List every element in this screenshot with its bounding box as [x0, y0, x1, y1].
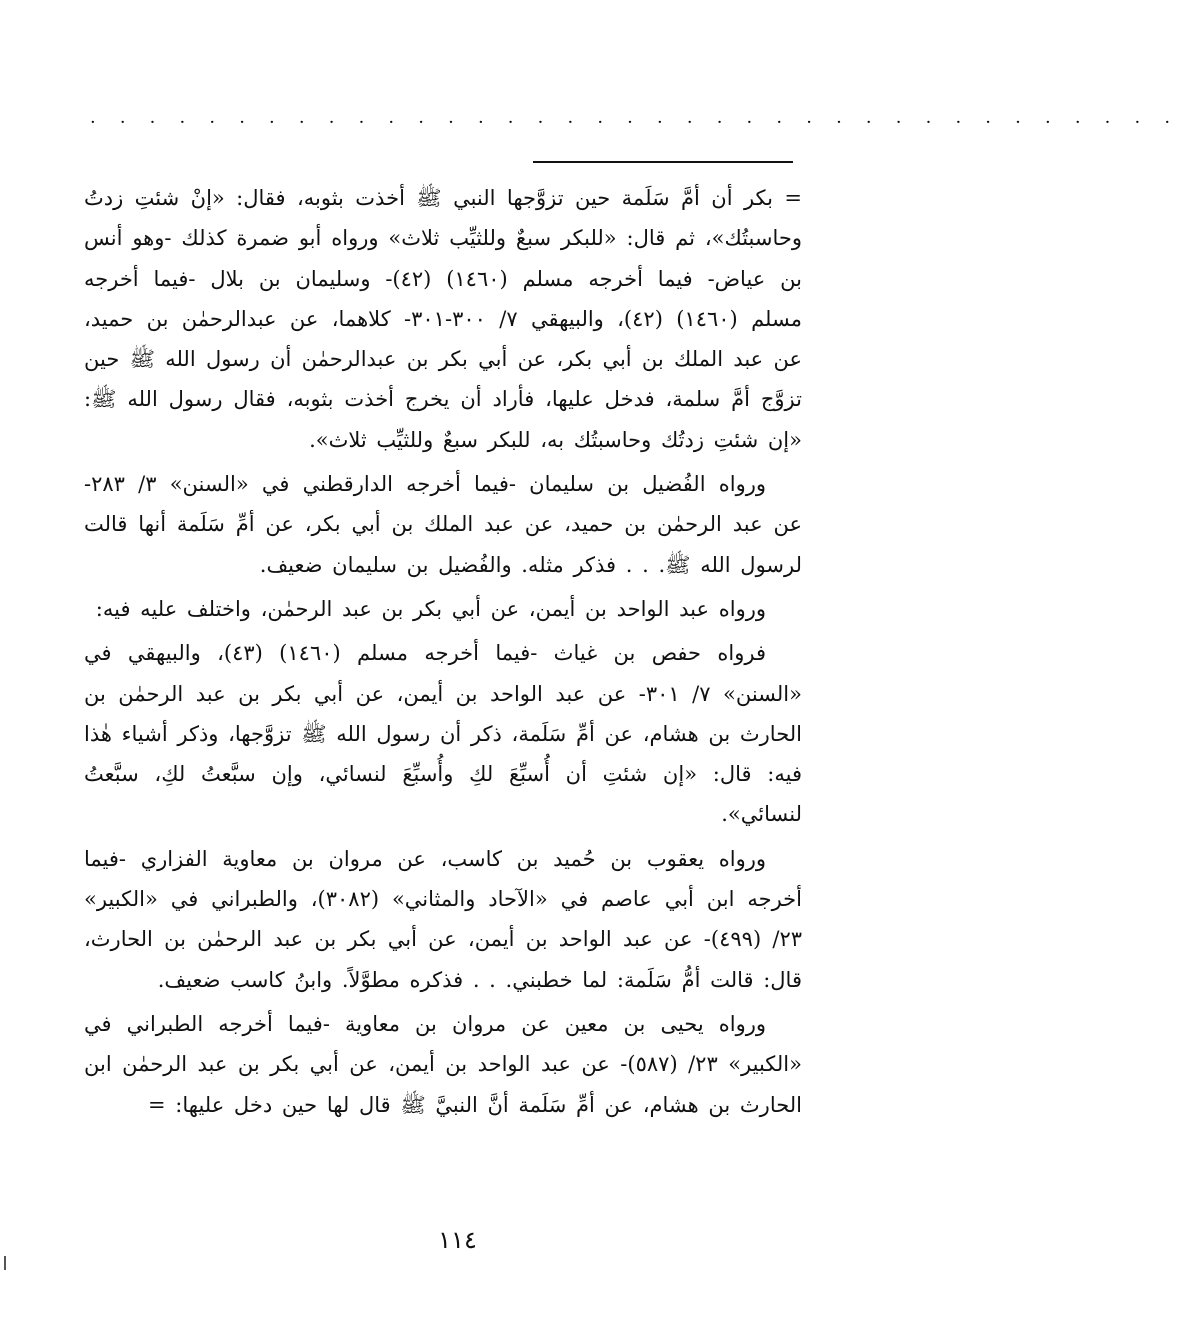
paragraph-5: ورواه يعقوب بن حُميد بن كاسب، عن مروان بن معاوية الفزاري -فيما أخرجه ابن أبي عاصم في «الآحاد والمثاني» (٣٠٨٢)، والطبراني في «الكبير» ٢٣/ (٤٩٩)- عن عبد الواحد بن أيمن، عن أبي بكر بن عبد الرحمٰن بن الحارث، قال: قالت أمُّ سَلَمة: لما خطبني. . . فذكره مطوَّلاً. وابنُ كاسب ضعيف. [84, 846, 802, 992]
margin-mark [4, 1256, 6, 1270]
paragraph-6: ورواه يحيى بن معين عن مروان بن معاوية -فيما أخرجه الطبراني في «الكبير» ٢٣/ (٥٨٧)- عن عبد الواحد بن أيمن، عن أبي بكر بن عبد الرحمٰن ابن الحارث بن هشام، عن أمِّ سَلَمة أنَّ النبيَّ ﷺ قال لها حين دخل عليها: = [84, 1011, 802, 1117]
paragraph-2: ورواه الفُضيل بن سليمان -فيما أخرجه الدارقطني في «السنن» ٣/ ٢٨٣- عن عبد الرحمٰن بن حميد، عن عبد الملك بن أبي بكر، عن أمِّ سَلَمة أنها قالت لرسول الله ﷺ. . . فذكر مثله. والفُضيل بن سليمان ضعيف. [84, 472, 802, 577]
paragraph-1: = بكر أن أمَّ سَلَمة حين تزوَّجها النبي ﷺ أخذت بثوبه، فقال: «إنْ شئتِ زدتُ وحاسبتُك»، ثم قال: «للبكر سبعٌ وللثيِّب ثلاث» ورواه أبو ضمرة كذلك -وهو أنس بن عياض- فيما أخرجه مسلم (١٤٦٠) (٤٢)- وسليمان بن بلال -فيما أخرجه مسلم (١٤٦٠) (٤٢)، والبيهقي ٧/ ٣٠٠-٣٠١- كلاهما، عن عبدالرحمٰن بن حميد، عن عبد الملك بن أبي بكر، عن أبي بكر بن عبدالرحمٰن أن رسول الله ﷺ حين تزوَّج أمَّ سلمة، فدخل عليها، فأراد أن يخرج أخذت بثوبه، فقال رسول الله ﷺ: «إن شئتِ زدتُك وحاسبتُك به، للبكر سبعٌ وللثيِّب ثلاث». [84, 186, 802, 452]
page-body [84, 178, 802, 1129]
dotted-separator: · · · · · · · · · · · · · · · · · · · · · · · · · · · · · · · · · · · · · [90, 112, 1179, 133]
paragraph-3: ورواه عبد الواحد بن أيمن، عن أبي بكر بن عبد الرحمٰن، واختلف عليه فيه: [95, 596, 766, 621]
footnote-rule [533, 161, 793, 163]
page-number: ١١٤ [438, 1226, 477, 1254]
paragraph-4: فرواه حفص بن غياث -فيما أخرجه مسلم (١٤٦٠) (٤٣)، والبيهقي في «السنن» ٧/ ٣٠١- عن عبد الواحد بن أيمن، عن أبي بكر بن عبد الرحمٰن بن الحارث بن هشام، عن أمِّ سَلَمة، ذكر أن رسول الله ﷺ تزوَّجها، وذكر أشياء هٰذا فيه: قال: «إن شئتِ أن أُسبِّعَ لكِ وأُسبِّعَ لنسائي، وإن سبَّعتُ لكِ، سبَّعتُ لنسائي». [84, 641, 802, 827]
